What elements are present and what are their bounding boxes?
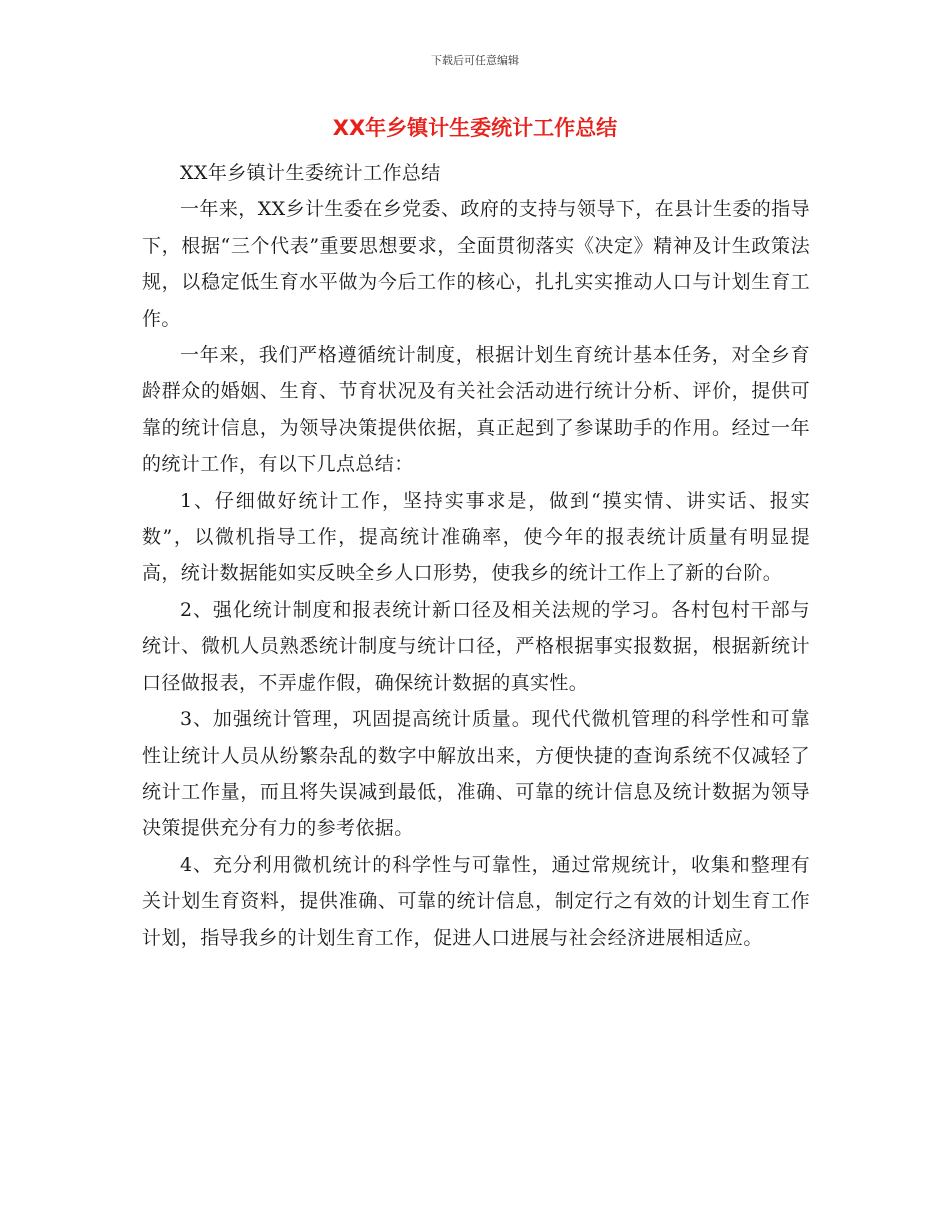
document-body — [142, 155, 810, 956]
paragraph-point-4: 4、充分利用微机统计的科学性与可靠性，通过常规统计，收集和整理有关计划生育资料，提供准确、可靠的统计信息，制定行之有效的计划生育工作计划，指导我乡的计划生育工作，促进人口进展与社会经济进展相适应。 — [142, 853, 810, 949]
paragraph-subtitle: XX年乡镇计生委统计工作总结 — [180, 162, 441, 184]
page-header: 下载后可任意编辑 — [431, 54, 519, 67]
paragraph-point-3: 3、加强统计管理，巩固提高统计质量。现代代微机管理的科学性和可靠性让统计人员从纷繁杂乱的数字中解放出来，方便快捷的查询系统不仅减轻了统计工作量，而且将失误减到最低，准确、可靠的统计信息及统计数据为领导决策提供充分有力的参考依据。 — [142, 708, 810, 840]
paragraph-intro: 一年来，XX乡计生委在乡党委、政府的支持与领导下，在县计生委的指导下，根据“三个代表”重要思想要求，全面贯彻落实《决定》精神及计生政策法规，以稳定低生育水平做为今后工作的核心，扎扎实实推动人口与计划生育工作。 — [142, 198, 810, 330]
paragraph-point-2: 2、强化统计制度和报表统计新口径及相关法规的学习。各村包村干部与统计、微机人员熟悉统计制度与统计口径，严格根据事实报数据，根据新统计口径做报表，不弄虚作假，确保统计数据的真实性。 — [142, 598, 810, 694]
paragraph-point-1: 1、仔细做好统计工作，坚持实事求是，做到“摸实情、讲实话、报实数”，以微机指导工作，提高统计准确率，使今年的报表统计质量有明显提高，统计数据能如实反映全乡人口形势，使我乡的统计工作上了新的台阶。 — [142, 489, 810, 585]
paragraph-overview: 一年来，我们严格遵循统计制度，根据计划生育统计基本任务，对全乡育龄群众的婚姻、生育、节育状况及有关社会活动进行统计分析、评价，提供可靠的统计信息，为领导决策提供依据，真正起到了参谋助手的作用。经过一年的统计工作，有以下几点总结： — [142, 344, 810, 476]
document-title: XX年乡镇计生委统计工作总结 — [332, 116, 618, 140]
